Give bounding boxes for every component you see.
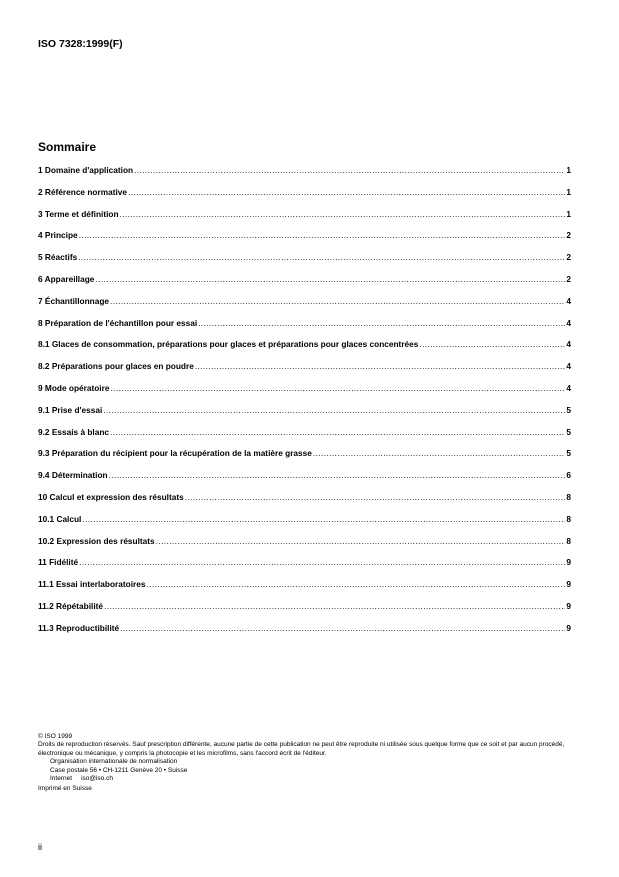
toc-entry-label: 4 Principe — [38, 230, 78, 241]
toc-entry-page: 9 — [566, 622, 571, 633]
toc-entry-page: 2 — [566, 273, 571, 284]
postal-address: Case postale 56 • CH-1211 Genève 20 • Suisse — [50, 766, 188, 774]
toc-entry-label: 1 Domaine d'application — [38, 165, 134, 175]
toc-entry[interactable] — [38, 601, 571, 623]
toc-entry-label: 3 Terme et définition — [38, 208, 119, 219]
toc-entry-page: 6 — [566, 470, 571, 481]
toc-leader-dots — [120, 209, 566, 219]
toc-entry-label: 9.3 Préparation du récipient pour la récupération de la matière grasse — [38, 448, 312, 459]
toc-entry[interactable] — [38, 579, 571, 601]
toc-leader-dots — [95, 274, 565, 284]
rights-notice: Droits de reproduction réservés. Sauf prescription différente, aucune partie de cette publication ne peut être reproduite ni utilisée sous quelque forme que ce soit et par aucun procédé, électronique ou mécanique, y compris la photocopie et les microfilms, sans l'accord écrit de l'éditeur. — [38, 741, 565, 757]
toc-entry-label: 8.2 Préparations pour glaces en poudre — [38, 361, 194, 372]
toc-leader-dots — [146, 579, 565, 589]
toc-entry-page: 5 — [566, 404, 571, 415]
printed-in: Imprimé en Suisse — [38, 785, 92, 793]
toc-leader-dots — [419, 339, 565, 349]
toc-entry-page: 1 — [566, 165, 571, 175]
toc-entry-page: 5 — [566, 448, 571, 459]
document-id-header: ISO 7328:1999(F) — [38, 38, 123, 50]
toc-entry-label: 10.1 Calcul — [38, 513, 82, 524]
toc-leader-dots — [198, 318, 565, 328]
toc-entry-label: 11.3 Reproductibilité — [38, 622, 120, 633]
toc-entry-label: 6 Appareillage — [38, 273, 95, 284]
toc-entry-page: 4 — [566, 339, 571, 350]
toc-leader-dots — [109, 470, 566, 480]
toc-entry[interactable] — [38, 405, 571, 427]
toc-leader-dots — [156, 536, 566, 546]
toc-entry-page: 1 — [566, 208, 571, 219]
toc-leader-dots — [313, 448, 565, 458]
toc-entry-label: 8 Préparation de l'échantillon pour essai — [38, 317, 198, 328]
toc-entry[interactable] — [38, 274, 571, 296]
toc-entry-label: 11 Fidélité — [38, 557, 79, 568]
toc-entry-page: 9 — [566, 557, 571, 568]
toc-entry[interactable] — [38, 536, 571, 558]
toc-entry-label: 9 Mode opératoire — [38, 382, 110, 393]
table-of-contents — [38, 165, 571, 645]
toc-entry-label: 9.4 Détermination — [38, 470, 108, 481]
toc-entry-page: 4 — [566, 295, 571, 306]
toc-entry[interactable] — [38, 470, 571, 492]
internet-address: iso@iso.ch — [81, 775, 113, 783]
toc-entry[interactable] — [38, 492, 571, 514]
toc-entry[interactable] — [38, 209, 571, 231]
toc-entry-label: 5 Réactifs — [38, 252, 78, 263]
toc-entry[interactable] — [38, 427, 571, 449]
toc-entry[interactable] — [38, 557, 571, 579]
organization-name: Organisation internationale de normalisation — [50, 758, 178, 766]
toc-entry-label: 9.2 Essais à blanc — [38, 426, 110, 437]
toc-leader-dots — [104, 601, 565, 611]
toc-entry-label: 11.1 Essai interlaboratoires — [38, 579, 146, 590]
toc-entry-page: 5 — [566, 426, 571, 437]
toc-leader-dots — [110, 383, 565, 393]
toc-entry[interactable] — [38, 230, 571, 252]
toc-entry-page: 8 — [566, 491, 571, 502]
toc-leader-dots — [110, 427, 565, 437]
toc-leader-dots — [134, 165, 565, 175]
copyright-block — [38, 733, 583, 794]
toc-entry-page: 2 — [566, 252, 571, 263]
toc-leader-dots — [110, 296, 565, 306]
toc-entry-page: 1 — [566, 186, 571, 197]
toc-entry-label: 10 Calcul et expression des résultats — [38, 491, 184, 502]
toc-entry-page: 4 — [566, 382, 571, 393]
toc-leader-dots — [195, 361, 566, 371]
toc-entry-page: 8 — [566, 513, 571, 524]
toc-entry[interactable] — [38, 318, 571, 340]
toc-entry[interactable] — [38, 339, 571, 361]
toc-leader-dots — [78, 252, 565, 262]
internet-contact — [38, 775, 583, 783]
toc-entry[interactable] — [38, 252, 571, 274]
toc-entry[interactable] — [38, 514, 571, 536]
toc-leader-dots — [103, 405, 565, 415]
toc-entry[interactable] — [38, 187, 571, 209]
toc-entry-label: 9.1 Prise d'essai — [38, 404, 103, 415]
page-number: ii — [38, 842, 42, 852]
toc-entry[interactable] — [38, 383, 571, 405]
internet-label: Internet — [50, 775, 73, 783]
toc-entry-label: 10.2 Expression des résultats — [38, 535, 155, 546]
toc-entry-page: 9 — [566, 600, 571, 611]
toc-entry-page: 4 — [566, 317, 571, 328]
toc-entry-page: 9 — [566, 579, 571, 590]
toc-entry-page: 8 — [566, 535, 571, 546]
toc-entry-page: 4 — [566, 361, 571, 372]
toc-entry-label: 2 Référence normative — [38, 186, 128, 197]
toc-leader-dots — [185, 492, 566, 502]
toc-entry[interactable] — [38, 448, 571, 470]
toc-leader-dots — [120, 623, 565, 633]
toc-entry[interactable] — [38, 361, 571, 383]
toc-leader-dots — [82, 514, 565, 524]
toc-entry-label: 7 Échantillonnage — [38, 295, 109, 306]
toc-leader-dots — [79, 230, 566, 240]
toc-title: Sommaire — [38, 140, 97, 154]
copyright-line: © ISO 1999 — [38, 733, 73, 740]
toc-leader-dots — [79, 557, 565, 567]
toc-entry-label: 8.1 Glaces de consommation, préparations pour glaces et préparations pour glaces concentrées — [38, 339, 419, 350]
toc-entry[interactable] — [38, 165, 571, 187]
toc-entry[interactable] — [38, 296, 571, 318]
toc-entry-label: 11.2 Répétabilité — [38, 600, 104, 611]
toc-leader-dots — [128, 187, 565, 197]
toc-entry[interactable] — [38, 623, 571, 645]
toc-entry-page: 2 — [566, 230, 571, 241]
